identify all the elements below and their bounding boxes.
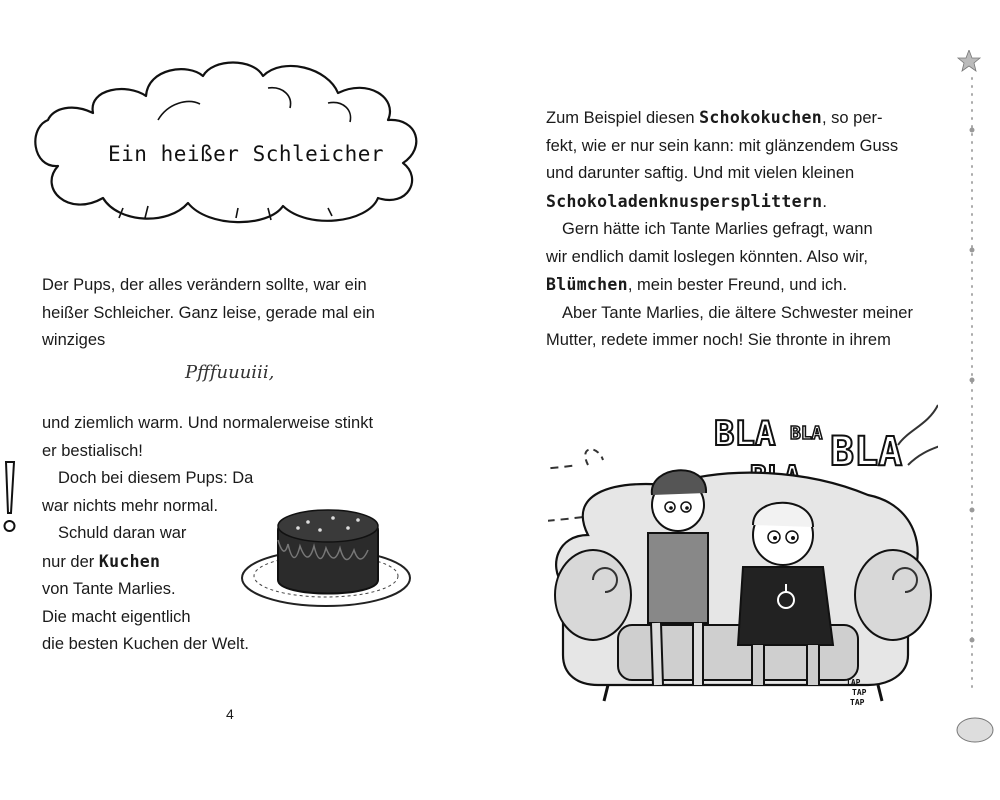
text-line: Die macht eigentlich (42, 607, 191, 626)
text-line: und darunter saftig. Und mit vielen kleinen (546, 164, 855, 182)
paragraph-4 (42, 520, 249, 659)
text-line: Aber Tante Marlies, die ältere Schwester meiner (562, 303, 913, 322)
text-line: Mutter, redete immer noch! Sie thronte in ihrem (546, 331, 891, 349)
text-line: winziges (42, 331, 106, 349)
bla-word: BLA (790, 423, 823, 444)
text-fragment: , so per- (821, 109, 883, 127)
tap-word: TAP (846, 678, 861, 687)
text-fragment: Zum Beispiel diesen (546, 109, 700, 127)
text-line: wir endlich damit loslegen könnten. Also wir, (546, 247, 868, 266)
exclamation-mark-drawing (0, 458, 20, 538)
text-line (546, 104, 913, 133)
paragraph-right-1 (546, 104, 913, 355)
tap-word: TAP (850, 698, 865, 707)
text-line: die besten Kuchen der Welt. (42, 635, 249, 653)
sofa-boys-illustration (548, 385, 938, 715)
keyword-bluemchen: Blümchen (546, 275, 628, 294)
text-line: heißer Schleicher. Ganz leise, gerade mal ein (42, 303, 375, 322)
chapter-title: Ein heißer Schleicher (108, 142, 385, 166)
text-line (546, 271, 913, 300)
page-number: 4 (226, 706, 234, 722)
chocolate-cake-illustration (238, 500, 418, 615)
text-line: und ziemlich warm. Und normalerweise stinkt (42, 414, 374, 432)
text-line: Doch bei diesem Pups: Da (58, 469, 254, 487)
paragraph-1 (42, 272, 375, 355)
text-fragment: . (822, 192, 827, 211)
page-border-decoration (955, 50, 995, 750)
text-line: er bestialisch! (42, 441, 143, 460)
bla-word: BLA (714, 414, 776, 454)
paragraph-2 (42, 410, 373, 465)
keyword-schokokuchen: Schokokuchen (699, 108, 822, 127)
text-fragment: , mein bester Freund, und ich. (627, 276, 848, 294)
text-line: Der Pups, der alles verändern sollte, war ein (42, 276, 367, 294)
text-line (42, 548, 249, 577)
sound-effect-text: Pfffuuuiii, (185, 362, 275, 383)
text-line: war nichts mehr normal. (42, 496, 219, 515)
text-line: Gern hätte ich Tante Marlies gefragt, wann (562, 220, 873, 238)
text-line: Schuld daran war (58, 524, 187, 542)
bla-word: BLA (830, 429, 903, 475)
text-line: von Tante Marlies. (42, 580, 176, 598)
text-line: fekt, wie er nur sein kann: mit glänzendem Guss (546, 136, 899, 155)
text-line (546, 188, 913, 217)
text-fragment: nur der (42, 552, 99, 571)
keyword-kuchen: Kuchen (98, 551, 161, 571)
keyword-splitter: Schokoladenknuspersplittern (546, 191, 823, 211)
paragraph-3 (42, 465, 253, 520)
tap-word: TAP (852, 688, 867, 697)
